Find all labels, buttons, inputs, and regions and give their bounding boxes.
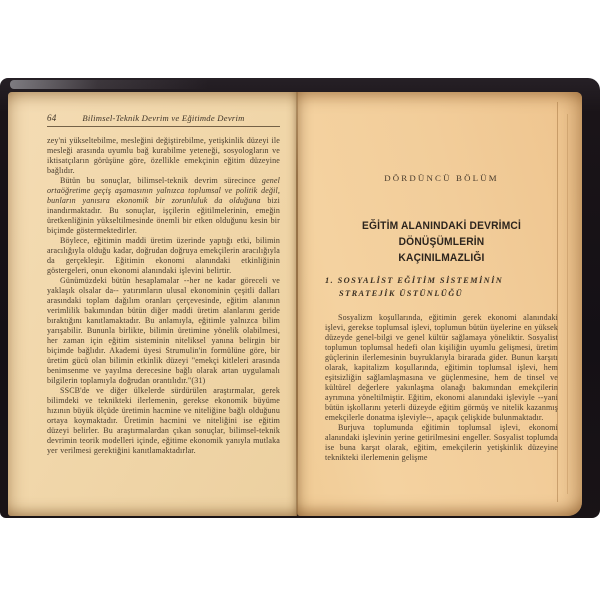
paragraph: Burjuva toplumunda eğitimin toplumsal işlevi, ekonomi alanındaki işlevinin yerine getirilmesini engeller. Sosyalist toplumda ise buna karşıt olarak, eğitim, emekçilerin yetişkinlik düzeyine teknikteki ilerlemenin gelişme	[325, 423, 558, 462]
book-cover	[0, 78, 600, 518]
paragraph: zey'ni yükseltebilme, mesleğini değiştirebilme, yetişkinlik düzeyi ile mesleği arasında uyumlu bağ kurabilme yeteneği, sosyologların ve iktisatçıların görüşüne göre, özellikle emekçinin eğitim düzeyine bağlıdır.	[47, 136, 280, 175]
header-rule	[47, 126, 280, 127]
section-heading-line: STRATEJİK ÜSTÜNLÜĞÜ	[339, 289, 464, 298]
paragraph: SSCB'de ve diğer ülkelerde sürdürülen araştırmalar, gerek bilimdeki ve teknikteki ilerlemenin, gerekse ekonomik büyüme hızının büyük ölçüde üretimin hacmine ve niteliğine bağlı olduğunu ortaya koymaktadır. Üretimin hacmini ve niteliğini ise eğitim düzeyi belirler. Bu araştırmalardan çıkan sonuçlar, bilimsel-teknik devrimin teorik modelleri içinde, eğitime ekonomik yanıyla mutlaka yer verilmesi gerektiğini kanıtlamaktadırlar.	[47, 386, 280, 455]
book-gutter	[296, 92, 298, 516]
page-number: 64	[47, 113, 57, 123]
running-head: Bilimsel-Teknik Devrim ve Eğitimde Devrim	[82, 113, 245, 123]
chapter-label: DÖRDÜNCÜ BÖLÜM	[384, 173, 499, 183]
chapter-title-line: KAÇINILMAZLIĞI	[398, 252, 485, 264]
page-edge-line	[557, 102, 558, 502]
right-page-body	[325, 313, 558, 463]
right-page	[297, 92, 582, 516]
chapter-title-line: EĞİTİM ALANINDAKİ DEVRİMCİ DÖNÜŞÜMLERİN	[361, 220, 522, 248]
section-heading	[325, 274, 558, 300]
left-page-body	[47, 136, 280, 456]
paragraph: Günümüzdeki bütün hesaplamalar --her ne kadar göreceli ve yaklaşık olsalar da-- yatırımların ulusal ekonominin çeşitli dalları arasındaki toplam dağılım oranları çerçevesinde, eğitim alanının verimlilik bakımından bütün diğer maddi üretim alanlarını geride bıraktığını kanıtlamaktadır. Bu anlamıyla, eğitimle yalnızca bilim yarışabilir. Bununla birlikte, bilimin üretimine yönelik olabilmesi, her zaman için eğitim sisteminin niteliksel yanına belirgin bir biçimde bağlıdır. Akademi üyesi Strumulin'in formülüne göre, bir üretim gücü olan bilimin etkinlik düzeyi "emekçi kitleleri arasında benimsenme ve yayılma derecesine bağlı olarak artan uygulamalı bilgilerin toplamıyla doğrudan orantılıdır."(31)	[47, 276, 280, 385]
paragraph-italic-span: genel ortaöğretime geçiş aşamasının yalnızca toplumsal ve politik değil, bunların yanısıra ekonomik bir zorunluluk da olduğuna	[47, 176, 280, 205]
paragraph	[47, 176, 280, 236]
paragraph: Böylece, eğitimin maddi üretim üzerinde yaptığı etki, bilimin aracılığıyla olduğu kadar, doğrudan doğruya emekçilerin aracılığıyla da gerçekleşir. Eğitimin ekonomi alanındaki etkinliğinin göstergeleri, onun ekonomi alanındaki işlevini belirtir.	[47, 236, 280, 275]
paragraph-tail: bizi inandırmaktadır. Bu sonuçlar, işçilerin eğitilmelerinin, emeğin üretkenliğinin yükseltilmesinde önemli bir etken olduğunu kesin bir biçimde göstermektedirler.	[47, 196, 280, 235]
section-heading-line	[325, 274, 558, 287]
section-heading-text: SOSYALİST EĞİTİM SİSTEMİNİN	[337, 276, 504, 285]
section-number: 1.	[325, 276, 335, 285]
left-page	[8, 92, 297, 516]
paragraph-lead: Bütün bu sonuçlar, bilimsel-teknik devrim sürecince	[60, 176, 262, 185]
left-page-header	[47, 113, 280, 123]
chapter-title	[320, 218, 563, 266]
paragraph: Sosyalizm koşullarında, eğitimin gerek ekonomi alanındaki işlevi, gerekse toplumsal işlevi, toplumun bütün üyelerine en yüksek düzeyde genel-bilgi ve genel kültür sağlamaya yöneliktir. Sosyalist toplumun toplumsal hedefi olan kişiliğin uyumlu gelişmesi, üretim güçlerinin ilerlemesinin buyruklarıyla birarada gider. Bunun karşıtı olarak, kapitalizm koşullarında, eğitimin toplumsal işlevi, hem eşitsizliğin sağlamlaşmasına ve güçlenmesine, hem de tinsel ve kültürel değerlere yakınlaşma olanağı bakımından emekçilerin ayrımına yöneltilmiştir. Eğitim, ekonomi alanındaki işleviyle --yani bütün işkollarını yeterli düzeyde eğitim görmüş ve nitelik kazanmış emekçilerle donatma işleviyle--, apaçık çelişkide bulunmaktadır.	[325, 313, 558, 422]
page-edge-line	[567, 114, 568, 494]
